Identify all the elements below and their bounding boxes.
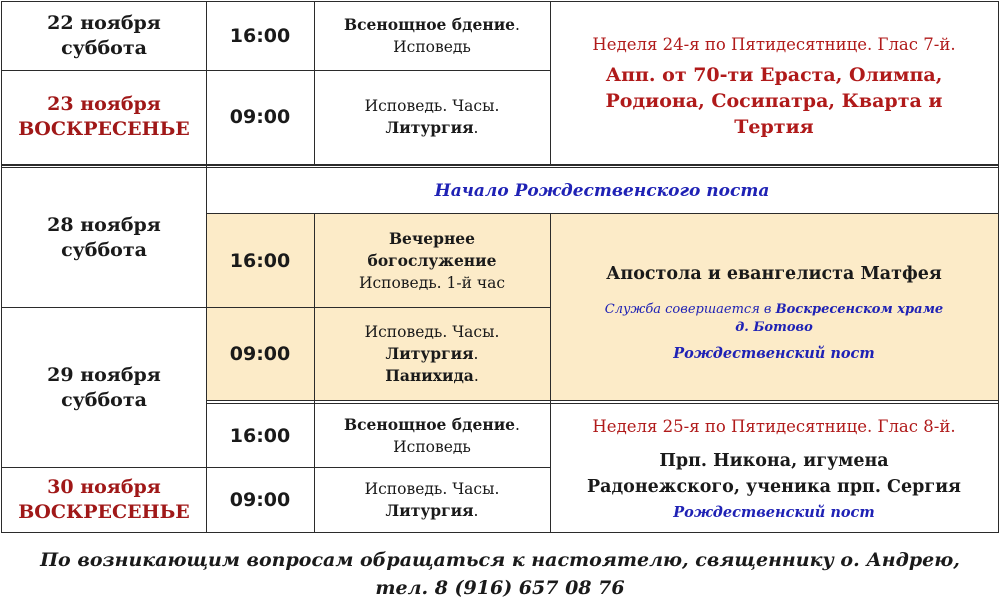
grid-line <box>2 164 999 166</box>
fast-banner-cell <box>206 168 998 214</box>
date-cell-29 <box>2 308 206 468</box>
grid-line <box>1 1 2 533</box>
grid-line <box>314 1 315 165</box>
weekday-29: суббота <box>61 389 147 411</box>
service-cell-r3 <box>314 214 550 308</box>
note-place: Воскресенском храме <box>775 301 944 317</box>
service-sub-r1: Исповедь <box>393 38 471 56</box>
service-main-r5: Всенощное бдение <box>344 415 516 434</box>
footer-phone: тел. 8 (916) 657 08 76 <box>375 577 625 599</box>
footer-contact-line: По возникающим вопросам обращаться к настоятелю, священнику о. Андрею, <box>40 549 960 571</box>
grid-line <box>550 1 551 165</box>
time-cell-r2 <box>206 70 314 164</box>
saint-2: Апостола и евангелиста Матфея <box>606 263 942 284</box>
weekday-28: суббота <box>61 239 147 261</box>
grid-line <box>550 213 551 533</box>
date-cell-22 <box>2 2 206 70</box>
feast-cell-3 <box>550 404 998 532</box>
date-22: 22 ноября <box>47 12 161 34</box>
week-title-3: Неделя 25-я по Пятидесятнице. Глас 8-й. <box>592 416 956 436</box>
service-main-r2: Литургия <box>385 118 474 137</box>
service-note <box>574 301 974 337</box>
grid-line <box>998 1 999 533</box>
service-pre-r2: Исповедь. Часы. <box>364 97 500 115</box>
service-pre-r6: Исповедь. Часы. <box>364 480 500 498</box>
grid-line <box>2 467 550 468</box>
saint-1: Апп. от 70-ти Ераста, Олимпа, Родиона, Сосипатра, Кварта и Тертия <box>605 64 943 138</box>
fast-banner: Начало Рождественского поста <box>434 181 770 201</box>
date-cell-28 <box>2 168 206 308</box>
service-main-r3b: богослужение <box>367 251 497 270</box>
time-r6: 09:00 <box>229 489 291 511</box>
grid-line <box>314 213 315 533</box>
time-cell-r4 <box>206 308 314 400</box>
saint-3a: Прп. Никона, игумена <box>659 450 889 471</box>
date-cell-30 <box>2 468 206 532</box>
service-cell-r6: Исповедь. Часы. Литургия. <box>364 480 500 520</box>
time-r5: 16:00 <box>229 425 291 447</box>
grid-line <box>206 400 999 401</box>
grid-line <box>206 213 999 214</box>
service-pre-r4: Исповедь. Часы. <box>364 323 500 341</box>
fast-label-1: Рождественский пост <box>673 344 875 362</box>
grid-line <box>2 70 550 71</box>
fast-label-2: Рождественский пост <box>673 503 875 521</box>
date-cell-23 <box>2 70 206 164</box>
date-29: 29 ноября <box>47 364 161 386</box>
grid-line <box>2 1 999 2</box>
service-main-r4b: Панихида <box>385 366 474 385</box>
service-main-r6: Литургия <box>385 501 474 520</box>
week-title-1: Неделя 24-я по Пятидесятнице. Глас 7-й. <box>592 35 956 54</box>
service-cell-r4: Исповедь. Часы. Литургия. Панихида. <box>364 323 500 385</box>
time-r2: 09:00 <box>229 106 291 128</box>
service-cell-r5: Всенощное бдение. Исповедь <box>344 415 520 456</box>
grid-line <box>2 307 550 308</box>
grid-line <box>206 403 999 404</box>
time-r3: 16:00 <box>229 250 291 272</box>
service-sub-r5: Исповедь <box>393 438 471 456</box>
feast-cell-2 <box>550 214 998 400</box>
service-sub-r3: Исповедь. 1-й час <box>358 274 506 292</box>
service-main-r3a: Вечернее <box>388 229 476 248</box>
saint-3b: Радонежского, ученика прп. Сергия <box>587 476 961 497</box>
time-cell-r6 <box>206 468 314 532</box>
service-cell-r2: Исповедь. Часы. Литургия. <box>364 97 500 137</box>
weekday-30: ВОСКРЕСЕНЬЕ <box>18 501 190 523</box>
time-cell-r1 <box>206 2 314 70</box>
feast-cell-1 <box>550 2 998 164</box>
grid-line <box>206 1 207 533</box>
grid-line <box>2 532 999 533</box>
service-cell-r1: Всенощное бдение. Исповедь <box>344 15 520 56</box>
date-28: 28 ноября <box>47 214 161 236</box>
date-23: 23 ноября <box>47 93 161 115</box>
service-main-r4: Литургия <box>385 344 474 363</box>
time-cell-r3 <box>206 214 314 308</box>
time-r4: 09:00 <box>229 343 291 365</box>
date-30: 30 ноября <box>47 476 161 498</box>
service-main-r1: Всенощное бдение <box>344 15 516 34</box>
note-village: д. Ботово <box>735 319 813 335</box>
time-cell-r5 <box>206 404 314 468</box>
time-r1: 16:00 <box>229 25 291 47</box>
weekday-23: ВОСКРЕСЕНЬЕ <box>18 118 190 140</box>
grid-line <box>2 167 999 168</box>
note-prefix: Служба совершается в <box>604 301 776 317</box>
weekday-22: суббота <box>61 37 147 59</box>
